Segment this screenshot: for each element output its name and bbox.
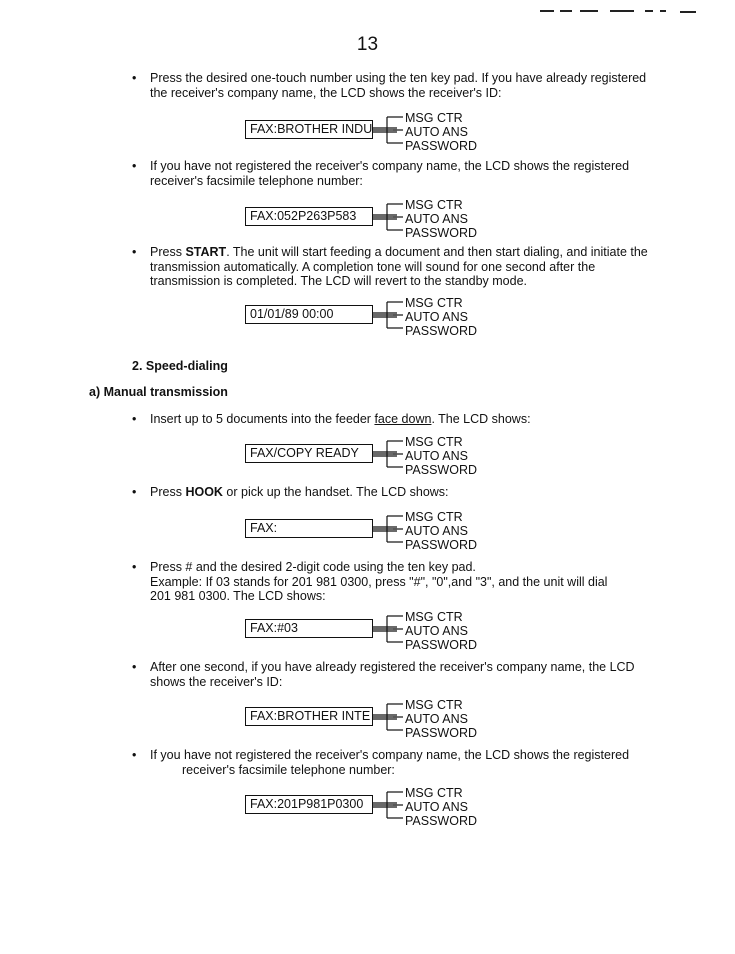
bullet-text: Press # and the desired 2-digit code using the ten key pad. Example: If 03 stands for 201 981 0300, press "#", "0",and "3", and the unit will dial 201 981 0300. The LCD shows: — [150, 560, 608, 603]
scan-mark — [540, 10, 554, 12]
page-number: 13 — [356, 34, 379, 55]
lcd-bracket — [373, 788, 405, 822]
lcd-display: FAX:201P981P0300 — [245, 795, 373, 814]
lcd-option-label: PASSWORD — [405, 463, 477, 477]
lcd-display: FAX:BROTHER INTE — [245, 707, 373, 726]
scan-mark — [660, 10, 666, 12]
lcd-display: FAX/COPY READY — [245, 444, 373, 463]
lcd-option-label: AUTO ANS — [405, 800, 468, 814]
lcd-option-label: MSG CTR — [405, 435, 463, 449]
lcd-display: FAX:#03 — [245, 619, 373, 638]
lcd-option-label: PASSWORD — [405, 726, 477, 740]
bullet-text: Press HOOK or pick up the handset. The LCD shows: — [150, 485, 449, 499]
scan-mark — [610, 10, 634, 12]
bullet: • — [132, 71, 137, 85]
lcd-display: 01/01/89 00:00 — [245, 305, 373, 324]
lcd-option-label: AUTO ANS — [405, 449, 468, 463]
lcd-option-label: MSG CTR — [405, 610, 463, 624]
lcd-option-label: MSG CTR — [405, 698, 463, 712]
lcd-bracket — [373, 512, 405, 546]
lcd-display: FAX:052P263P583 — [245, 207, 373, 226]
lcd-display: FAX:BROTHER INDU — [245, 120, 373, 139]
lcd-option-label: AUTO ANS — [405, 212, 468, 226]
lcd-option-label: MSG CTR — [405, 296, 463, 310]
lcd-option-label: PASSWORD — [405, 139, 477, 153]
bullet-text: Insert up to 5 documents into the feeder face down. The LCD shows: — [150, 412, 531, 426]
lcd-option-label: AUTO ANS — [405, 524, 468, 538]
lcd-option-label: MSG CTR — [405, 198, 463, 212]
scan-mark — [645, 10, 653, 12]
lcd-option-label: MSG CTR — [405, 510, 463, 524]
subsection-heading: a) Manual transmission — [89, 385, 228, 399]
scan-mark — [680, 11, 696, 13]
lcd-option-label: AUTO ANS — [405, 310, 468, 324]
bullet: • — [132, 560, 137, 574]
lcd-option-label: AUTO ANS — [405, 712, 468, 726]
bullet-text: Press START. The unit will start feeding a document and then start dialing, and initiate the transmission automatically. A completion tone will sound for one second after the transmission is completed. The LCD will revert to the standby mode. — [150, 245, 648, 288]
lcd-bracket — [373, 298, 405, 332]
lcd-bracket — [373, 113, 405, 147]
bullet-text: If you have not registered the receiver's company name, the LCD shows the registered receiver's facsimile telephone number: — [150, 159, 630, 188]
bullet: • — [132, 412, 137, 426]
section-heading: 2. Speed-dialing — [132, 359, 228, 373]
bullet: • — [132, 245, 137, 259]
bullet: • — [132, 159, 137, 173]
bullet-text: Press the desired one-touch number using the ten key pad. If you have already registered the receiver's company name, the LCD shows the receiver's ID: — [150, 71, 647, 100]
scan-mark — [580, 10, 598, 12]
bullet: • — [132, 660, 137, 674]
lcd-option-label: PASSWORD — [405, 538, 477, 552]
lcd-bracket — [373, 612, 405, 646]
lcd-option-label: AUTO ANS — [405, 624, 468, 638]
lcd-option-label: PASSWORD — [405, 226, 477, 240]
scan-mark — [560, 10, 572, 12]
bullet: • — [132, 748, 137, 762]
bullet-text: After one second, if you have already registered the receiver's company name, the LCD shows the receiver's ID: — [150, 660, 635, 689]
lcd-option-label: MSG CTR — [405, 786, 463, 800]
lcd-option-label: PASSWORD — [405, 814, 477, 828]
bullet-text: If you have not registered the receiver's company name, the LCD shows the registered receiver's facsimile telephone number: — [150, 748, 630, 777]
lcd-option-label: AUTO ANS — [405, 125, 468, 139]
lcd-bracket — [373, 437, 405, 471]
lcd-option-label: PASSWORD — [405, 638, 477, 652]
lcd-display: FAX: — [245, 519, 373, 538]
lcd-option-label: MSG CTR — [405, 111, 463, 125]
bullet: • — [132, 485, 137, 499]
lcd-bracket — [373, 200, 405, 234]
lcd-bracket — [373, 700, 405, 734]
lcd-option-label: PASSWORD — [405, 324, 477, 338]
